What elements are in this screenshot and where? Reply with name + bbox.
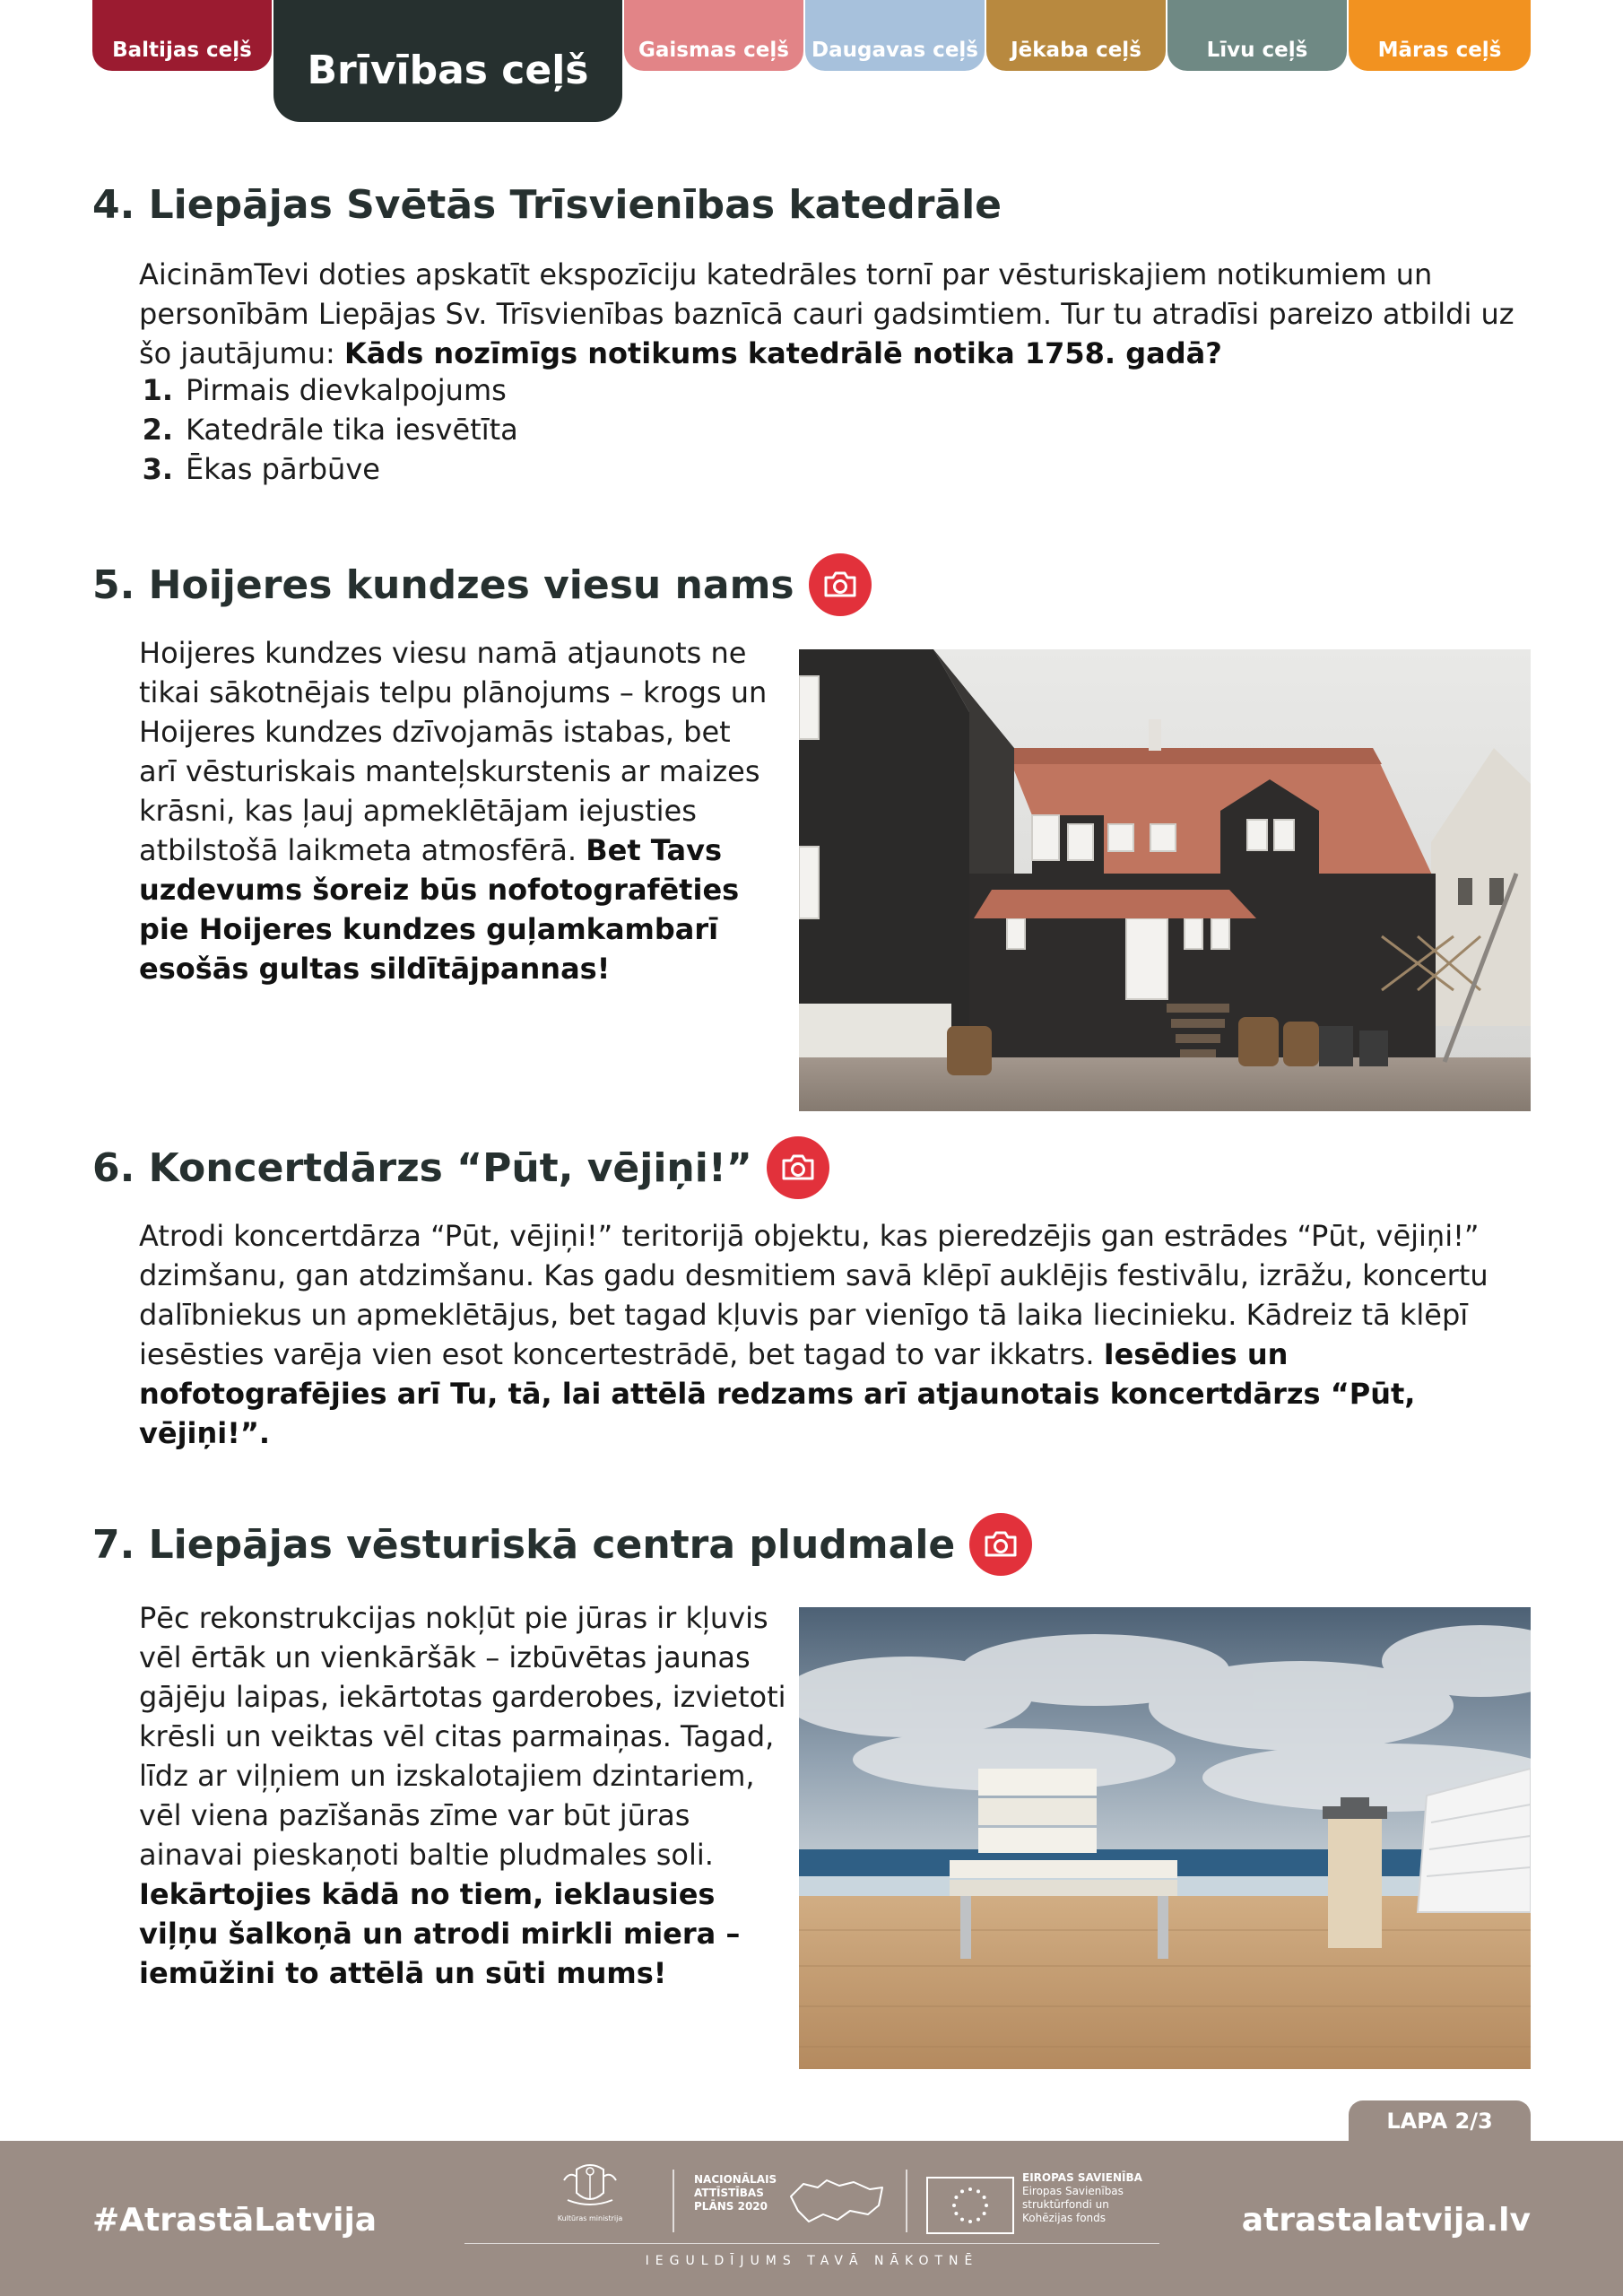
section-4-title (92, 176, 1002, 233)
page-number-badge: LAPA 2/3 (1349, 2100, 1531, 2142)
section-6-text (139, 1216, 1538, 1453)
section-6-task: Iesēdies un nofotografējies arī Tu, tā, lai attēlā redzams arī atjaunotais koncertdārzs “Pūt, vējiņi!”. (139, 1337, 1416, 1450)
section-5-text (139, 633, 771, 988)
answer-item (139, 370, 518, 410)
footer-motto: IEGULDĪJUMS TAVĀ NĀKOTNĒ (645, 2254, 979, 2268)
section-5-title (92, 552, 872, 617)
tab-jekaba-cels[interactable]: Jēkaba ceļš (986, 0, 1166, 71)
nap-line: PLĀNS 2020 (694, 2200, 768, 2213)
section-7-task: Iekārtojies kādā no tiem, ieklausies viļņu šalkoņā un atrodi mirkli miera – iemūžini to attēlā un sūti mums! (139, 1877, 741, 1990)
section-7-title-text: 7. Liepājas vēsturiskā centra pludmale (92, 1521, 956, 1568)
answer-item (139, 410, 518, 449)
footer-hashtag: #AtrastāLatvija (92, 2202, 378, 2239)
answer-number: 2. (142, 413, 173, 447)
tab-brivibas-cels-active[interactable]: Brīvības ceļš (273, 0, 622, 122)
tab-baltijas-cels[interactable]: Baltijas ceļš (92, 0, 272, 71)
section-5-task: Bet Tavs uzdevums šoreiz būs nofotografēties pie Hoijeres kundzes guļamkambarī esošās gultas sildītājpannas! (139, 833, 740, 986)
answer-item (139, 449, 518, 489)
camera-icon (969, 1513, 1032, 1576)
section-6-body: Atrodi koncertdārza “Pūt, vējiņi!” teritorijā objektu, kas pieredzējis gan estrādes “Pūt, vējiņi!” dzimšanu, gan atdzimšanu. Kas gadu desmitiem savā klēpī auklējis festivālu, izrāžu, koncertu dalībniekus un apmeklētājus, bet tagad kļuvis par vienīgo tā laika liecinieku. Kādreiz tā klēpī iesēsties varēja vien esot koncertestrādē, bet tagad to var ikkatrs. (139, 1219, 1488, 1371)
guesthouse-photo (799, 649, 1531, 1111)
eu-title: EIROPAS SAVIENĪBA (1022, 2171, 1142, 2184)
section-6-title (92, 1135, 829, 1200)
footer (0, 2141, 1623, 2296)
camera-icon (767, 1136, 829, 1199)
eu-line: struktūrfondi un (1022, 2198, 1109, 2211)
logo-divider (673, 2170, 674, 2232)
nap-logo-text (694, 2173, 777, 2213)
section-5-body: Hoijeres kundzes viesu namā atjaunots ne tikai sākotnējais telpu plānojums – krogs un Hoijeres kundzes dzīvojamās istabas, bet arī vēsturiskais manteļskurstenis ar maizes krāsni, kas ļauj apmeklētājam iejusties atbilstošā laikmeta atmosfērā. (139, 636, 768, 867)
section-5-title-text: 5. Hoijeres kundzes viesu nams (92, 561, 794, 608)
eu-line: Eiropas Savienības (1022, 2185, 1124, 2197)
section-7-text (139, 1598, 786, 1993)
tab-livu-cels[interactable]: Līvu ceļš (1167, 0, 1347, 71)
answer-list (139, 370, 518, 489)
footer-divider (464, 2243, 1159, 2244)
answer-text: Katedrāle tika iesvētīta (186, 413, 518, 447)
eu-logo-text (1022, 2171, 1142, 2225)
nap-line: NACIONĀLAIS (694, 2173, 777, 2186)
section-6-title-text: 6. Koncertdārzs “Pūt, vējiņi!” (92, 1144, 752, 1191)
ministry-logo (536, 2162, 644, 2222)
logo-divider (906, 2170, 907, 2232)
latvia-map-icon (787, 2175, 886, 2231)
answer-number: 1. (142, 373, 173, 407)
answer-text: Ēkas pārbūve (186, 452, 380, 486)
answer-number: 3. (142, 452, 173, 486)
eu-flag-icon (926, 2177, 1014, 2234)
latvia-coat-of-arms-icon (559, 2162, 621, 2209)
section-4-body: AicināmTevi doties apskatīt ekspozīciju katedrāles tornī par vēsturiskajiem notikumiem un personībām Liepājas Sv. Trīsvienības baznīcā cauri gadsimtiem. Tur tu atradīsi pareizo atbildi uz šo jautājumu: (139, 257, 1515, 370)
eu-line: Kohēzijas fonds (1022, 2212, 1107, 2224)
section-4-title-text: 4. Liepājas Svētās Trīsvienības katedrāle (92, 181, 1002, 228)
beach-bench-photo (799, 1607, 1531, 2069)
section-7-title (92, 1512, 1032, 1577)
tab-gaismas-cels[interactable]: Gaismas ceļš (624, 0, 803, 71)
nap-line: ATTĪSTĪBAS (694, 2187, 764, 2199)
answer-text: Pirmais dievkalpojums (186, 373, 507, 407)
camera-icon (809, 553, 872, 616)
ministry-caption: Kultūras ministrija (557, 2214, 623, 2222)
section-4-text (139, 255, 1538, 373)
footer-logos (464, 2162, 1159, 2252)
tab-maras-cels[interactable]: Māras ceļš (1349, 0, 1531, 71)
section-4-question: Kāds nozīmīgs notikums katedrālē notika 1758. gadā? (343, 336, 1222, 370)
section-7-body: Pēc rekonstrukcijas nokļūt pie jūras ir kļuvis vēl ērtāk un vienkāršāk – izbūvētas jaunas gājēju laipas, iekārtotas garderobes, izvietoti krēsli un veiktas vēl citas parmaiņas. Tagad, līdz ar viļņiem un izskalotajiem dzintariem, vēl viena pazīšanās zīme var būt jūras ainavai pieskaņoti baltie pludmales soli. (139, 1601, 786, 1872)
tab-daugavas-cels[interactable]: Daugavas ceļš (805, 0, 985, 71)
footer-website-link[interactable]: atrastalatvija.lv (1241, 2202, 1531, 2239)
